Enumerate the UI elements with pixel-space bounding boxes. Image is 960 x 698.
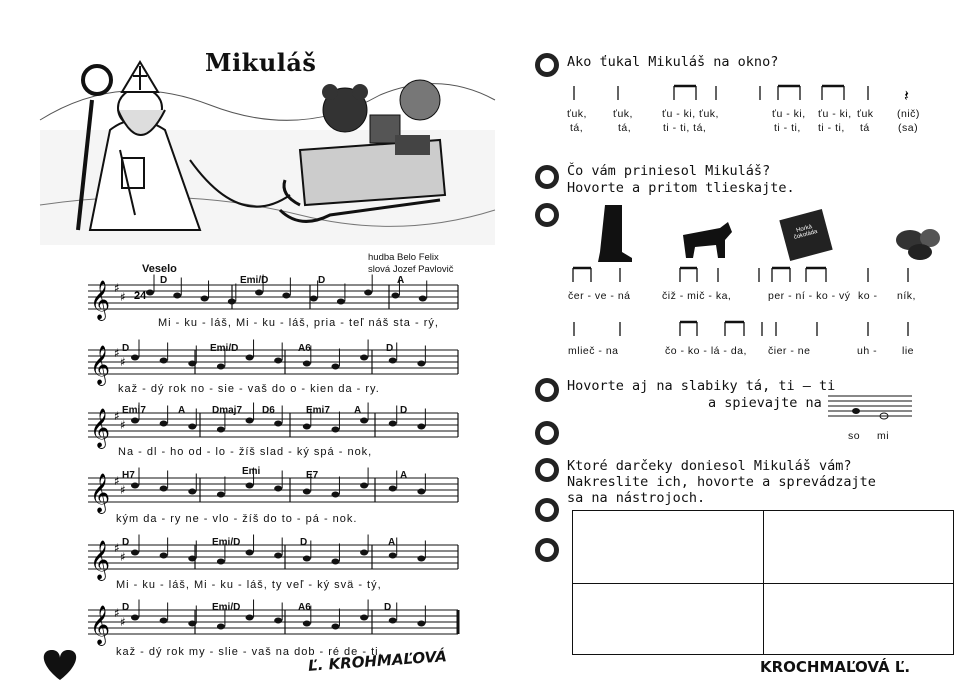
treble-clef: 𝄞 [90,473,111,513]
chord: D [384,602,392,613]
sharp-sign: ♯ [114,346,120,360]
word: čier - ne [768,345,811,357]
credit-words: slová Jozef Pavlovič [368,264,454,275]
chord: Emi/D [212,602,241,613]
syllable: (sa) [898,122,919,134]
syllable: (nič) [897,108,920,120]
lyrics-line: kaž - dý rok no - sie - vaš do o - kien da - ry. [118,383,380,395]
credit-music: hudba Belo Felix [368,252,439,263]
chord: Emi7 [122,405,146,416]
treble-clef: 𝄞 [90,345,111,385]
instrument-icon-inner [540,543,554,557]
sharp-sign: ♯ [114,281,120,295]
author-signature-right: KROCHMAĽOVÁ Ľ. [760,658,911,676]
lyrics-line: Na - dl - ho od - lo - žíš slad - ký spá - nok, [118,446,373,458]
question-3-line-1: Hovorte aj na slabiky tá, ti – ti [567,378,836,394]
chord: A [397,275,405,286]
sing-icon-inner [540,426,554,440]
question-4-line-3: sa na nástrojoch. [567,490,706,506]
chord: D [300,537,308,548]
question-3-line-2: a spievajte na [708,395,822,411]
word: lie [902,345,915,357]
speak-icon-inner [540,383,554,397]
treble-clef: 𝄞 [90,408,111,448]
chord: D [400,405,408,416]
treble-clef: 𝄞 [90,540,111,580]
chord: E7 [306,470,319,481]
chord: H7 [122,470,135,481]
lyrics-line: kým da - ry ne - vlo - žíš do to - pá - nok. [116,513,358,525]
question-4-line-1: Ktoré darčeky doniesol Mikuláš vám? [567,458,852,474]
author-signature: Ľ. KROHMAĽOVÁ [307,647,448,675]
chord: D [122,537,130,548]
question-1: Ako ťukal Mikuláš na okno? [567,54,779,70]
speak-icon-inner [540,58,554,72]
syllable: tá [860,122,870,134]
question-2-line-2: Hovorte a pritom tlieskajte. [567,180,795,196]
quarter-rest: 𝄽 [904,86,909,105]
chord: A6 [298,343,311,354]
word: mlieč - na [568,345,619,357]
chord: D6 [262,405,275,416]
chord: Emi/D [210,343,239,354]
chord: D [318,275,326,286]
chord: A [388,537,396,548]
lyrics-line: kaž - dý rok my - slie - vaš na dob - ré de - ti. [116,646,383,658]
song-title: Mikuláš [205,48,317,77]
time-signature: 24 [134,290,147,302]
treble-clef: 𝄞 [90,280,111,320]
speak-icon-inner [540,503,554,517]
sharp-sign: ♯ [120,483,126,497]
treble-clef: 𝄞 [90,605,111,645]
tempo-marking: Veselo [142,263,177,275]
syllable: tá, [618,122,632,134]
syllable: ťu - ki, ťuk, [662,108,719,120]
chord: A [354,405,362,416]
syllable: ti - ti, [774,122,801,134]
gingerbread-horse-icon [683,222,732,258]
draw-icon-inner [540,463,554,477]
chord: D [122,602,130,613]
speak-icon-inner [540,170,554,184]
syllable: ťuk, [613,108,633,120]
word: čiž - mič - ka, [662,290,732,302]
syllable: ťuk, [567,108,587,120]
question-2-line-1: Čo vám priniesol Mikuláš? [567,163,771,179]
syllable: ťuk [857,108,874,120]
word: čer - ve - ná [568,290,631,302]
syllable: ti - ti, tá, [663,122,707,134]
sharp-sign: ♯ [114,474,120,488]
sharp-sign: ♯ [120,418,126,432]
chord: D [122,343,130,354]
word: uh - [857,345,878,357]
word: per - ní - ko - vý [768,290,851,302]
chord: Dmaj7 [212,405,243,416]
word: ník, [897,290,916,302]
sharp-sign: ♯ [120,615,126,629]
syllable: ťu - ki, [818,108,852,120]
lyrics-line: Mi - ku - láš, Mi - ku - láš, pria - teľ náš sta - rý, [158,317,439,329]
chord: Emi/D [240,275,269,286]
word: čo - ko - lá - da, [665,345,747,357]
note-so [852,408,860,414]
chord: D [386,343,394,354]
sharp-sign: ♯ [120,290,126,304]
chord: D [160,275,168,286]
sharp-sign: ♯ [114,541,120,555]
grid-divider [573,583,953,584]
sharp-sign: ♯ [114,409,120,423]
boot-icon [598,205,632,262]
word: ko - [858,290,878,302]
lyrics-line: Mi - ku - láš, Mi - ku - láš, ty veľ - ký svä - tý, [116,579,382,591]
chord: Emi7 [306,405,330,416]
sharp-sign: ♯ [114,606,120,620]
clap-hands-icon-inner [540,208,554,222]
chord: Emi [242,466,261,477]
chord: Emi/D [212,537,241,548]
chord: A [400,470,408,481]
chord: A [178,405,186,416]
question-4-line-2: Nakreslite ich, hovorte a sprevádzajte [567,474,876,490]
staff-label-so: so [848,430,861,442]
chord: A6 [298,602,311,613]
staff-label-mi: mi [877,430,890,442]
drawing-area[interactable] [572,510,954,655]
sharp-sign: ♯ [120,550,126,564]
sharp-sign: ♯ [120,355,126,369]
syllable: tá, [570,122,584,134]
coal-icon [908,244,932,260]
chocolate-label: Horká čokoláda [793,224,819,241]
syllable: ti - ti, [818,122,845,134]
syllable: ťu - ki, [772,108,806,120]
